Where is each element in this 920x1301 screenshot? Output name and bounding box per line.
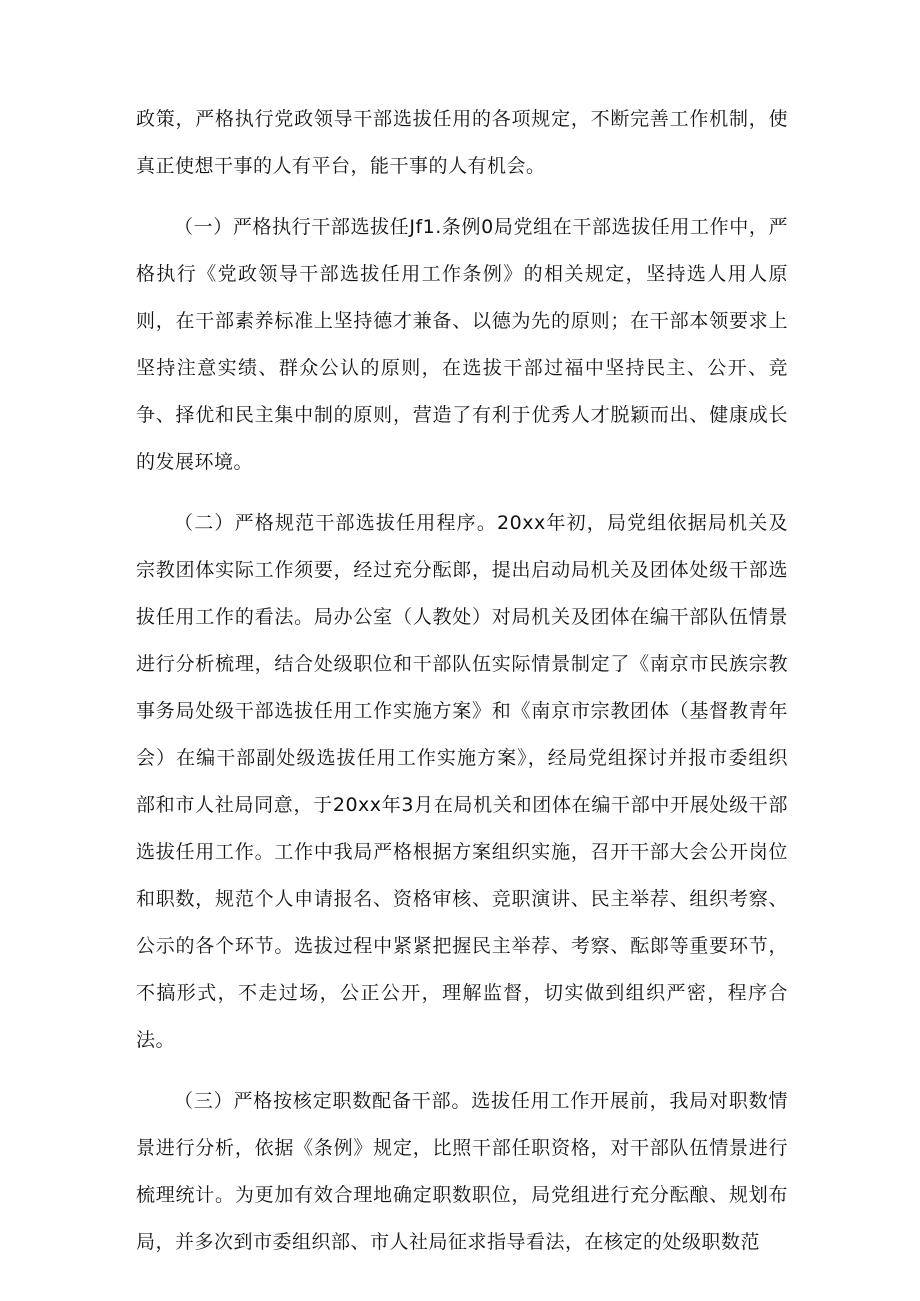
paragraph-section-2: （二）严格规范干部选拔任用程序。20xx年初，局党组依据局机关及宗教团体实际工作须要，经过充分酝郞，提出启动局机关及团体处级干部选拔任用工作的看法。局办公室（人教处）对局机关及团体在编干部队伍情景进行分析梳理，结合处级职位和干部队伍实际情景制定了《南京市民族宗教事务局处级干部选拔任用工作实施方案》和《南京市宗教团体（基督教青年会）在编干部副处级选拔任用工作实施方案》，经局党组探讨并报市委组织部和市人社局同意，于20xx年3月在局机关和团体在编干部中开展处级干部选拔任用工作。工作中我局严格根据方案组织实施，召开干部大会公开岗位和职数，规范个人申请报名、资格审核、竞职演讲、民主举荐、组织考察、公示的各个环节。选拔过程中紧紧把握民主举荐、考察、酝郞等重要环节，不搞形式，不走过场，公正公开，理解监督，切实做到组织严密，程序合法。 xyxy=(136,512,788,1051)
document-body xyxy=(136,96,788,1280)
paragraph-continuation: 政策，严格执行党政领导干部选拔任用的各项规定，不断完善工作机制，使真正使想干事的人有平台，能干事的人有机会。 xyxy=(136,108,788,177)
paragraph-section-1: （一）严格执行干部选拔任Jf1.条例0局党组在干部选拔任用工作中，严格执行《党政领导干部选拔任用工作条例》的相关规定，坚持选人用人原则，在干部素养标准上坚持德才兼备、以德为先的原则；在干部本领要求上坚持注意实绩、群众公认的原则，在选拔干部过福中坚持民主、公开、竞争、择优和民主集中制的原则，营造了有利于优秀人才脱颖而出、健康成长的发展环境。 xyxy=(136,216,788,473)
paragraph-section-3: （三）严格按核定职数配备干部。选拔任用工作开展前，我局对职数情景进行分析，依据《条例》规定，比照干部任职资格，对干部队伍情景进行梳理统计。为更加有效合理地确定职数职位，局党组进行充分酝酿、规划布局，并多次到市委组织部、市人社局征求指导看法，在核定的处级职数范 xyxy=(136,1090,788,1253)
